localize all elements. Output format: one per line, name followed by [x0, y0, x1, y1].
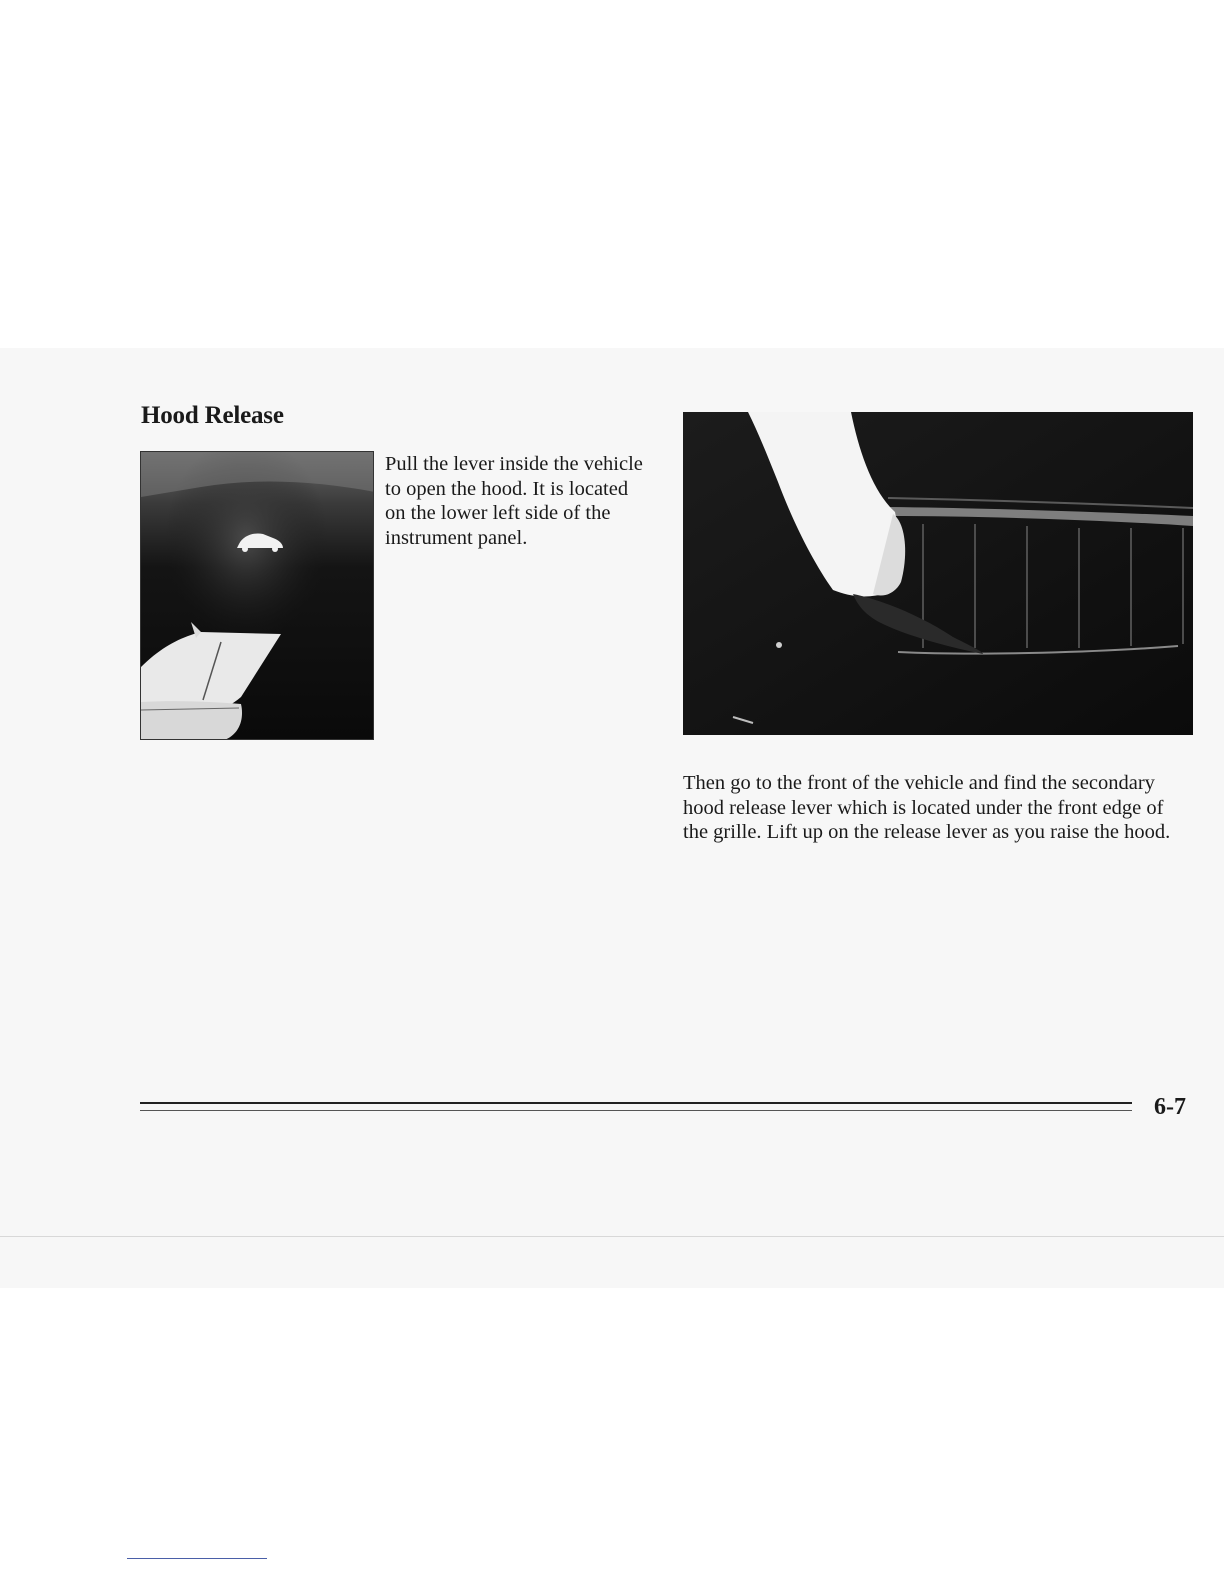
interior-hood-lever-photo [140, 451, 374, 740]
scan-edge-line [0, 1236, 1224, 1237]
footer-rule [140, 1102, 1132, 1104]
grille-lever-instructions: Then go to the front of the vehicle and find the secondary hood release lever which is located under the front edge of the grille. Lift up on the release lever as you raise the hood. [683, 772, 1171, 843]
page-number: 6-7 [1154, 1094, 1186, 1120]
grille-release-lever-photo [683, 412, 1193, 735]
bottom-underline [127, 1558, 267, 1559]
interior-lever-instructions: Pull the lever inside the vehicle to open the hood. It is located on the lower left side of the instrument panel. [385, 453, 643, 549]
footer-rule-thin [140, 1110, 1132, 1111]
section-title: Hood Release [141, 402, 284, 429]
